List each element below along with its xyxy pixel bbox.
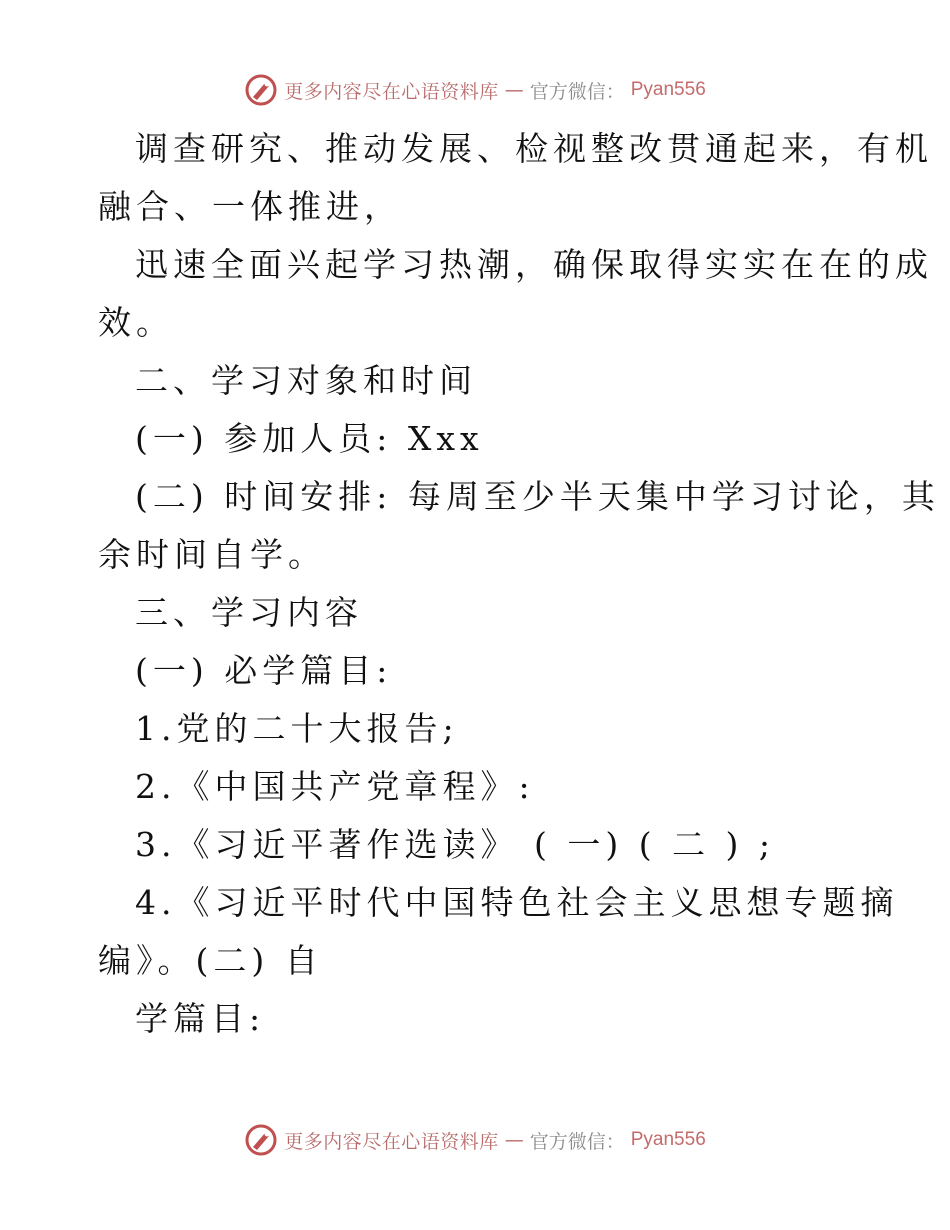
- paragraph-line: 余时间自学。: [98, 535, 326, 574]
- watermark-wechat-id: Pyan556: [630, 79, 706, 100]
- watermark-label: 官方微信：: [529, 80, 625, 103]
- paragraph-line: 迅速全面兴起学习热潮，确保取得实实在在的成: [135, 245, 933, 284]
- paragraph-line: 调查研究、推动发展、检视整改贯通起来，有机: [135, 129, 933, 168]
- header-watermark: [0, 70, 950, 110]
- document-body: [98, 120, 940, 1048]
- list-item: 4.《习近平时代中国特色社会主义思想专题摘: [135, 883, 899, 922]
- pen-logo-icon: [244, 1123, 278, 1157]
- list-item: (二) 时间安排: 每周至少半天集中学习讨论，其: [135, 477, 940, 516]
- watermark-separator: —: [504, 79, 524, 101]
- watermark-separator: —: [504, 1129, 524, 1151]
- subsection-heading: 学篇目:: [135, 999, 266, 1038]
- section-heading: 三、学习内容: [135, 593, 363, 632]
- subsection-heading: (一) 必学篇目:: [135, 651, 393, 690]
- watermark-wechat-id: Pyan556: [630, 1129, 706, 1150]
- paragraph-line: 效。: [98, 303, 174, 342]
- footer-watermark: [0, 1120, 950, 1160]
- watermark-main-text: 更多内容尽在心语资料库: [284, 1130, 499, 1153]
- paragraph-line: 编》。(二) 自: [98, 941, 323, 980]
- list-item: 1.党的二十大报告;: [135, 709, 459, 748]
- list-item: 2.《中国共产党章程》:: [135, 767, 535, 806]
- paragraph-line: 融合、一体推进，: [98, 187, 402, 226]
- watermark-main-text: 更多内容尽在心语资料库: [284, 80, 499, 103]
- pen-logo-icon: [244, 73, 278, 107]
- list-item: 3.《习近平著作选读》 ( 一) ( 二 ) ;: [135, 825, 776, 864]
- watermark-label: 官方微信：: [529, 1130, 625, 1153]
- section-heading: 二、学习对象和时间: [135, 361, 477, 400]
- list-item: (一) 参加人员: Xxx: [135, 419, 484, 458]
